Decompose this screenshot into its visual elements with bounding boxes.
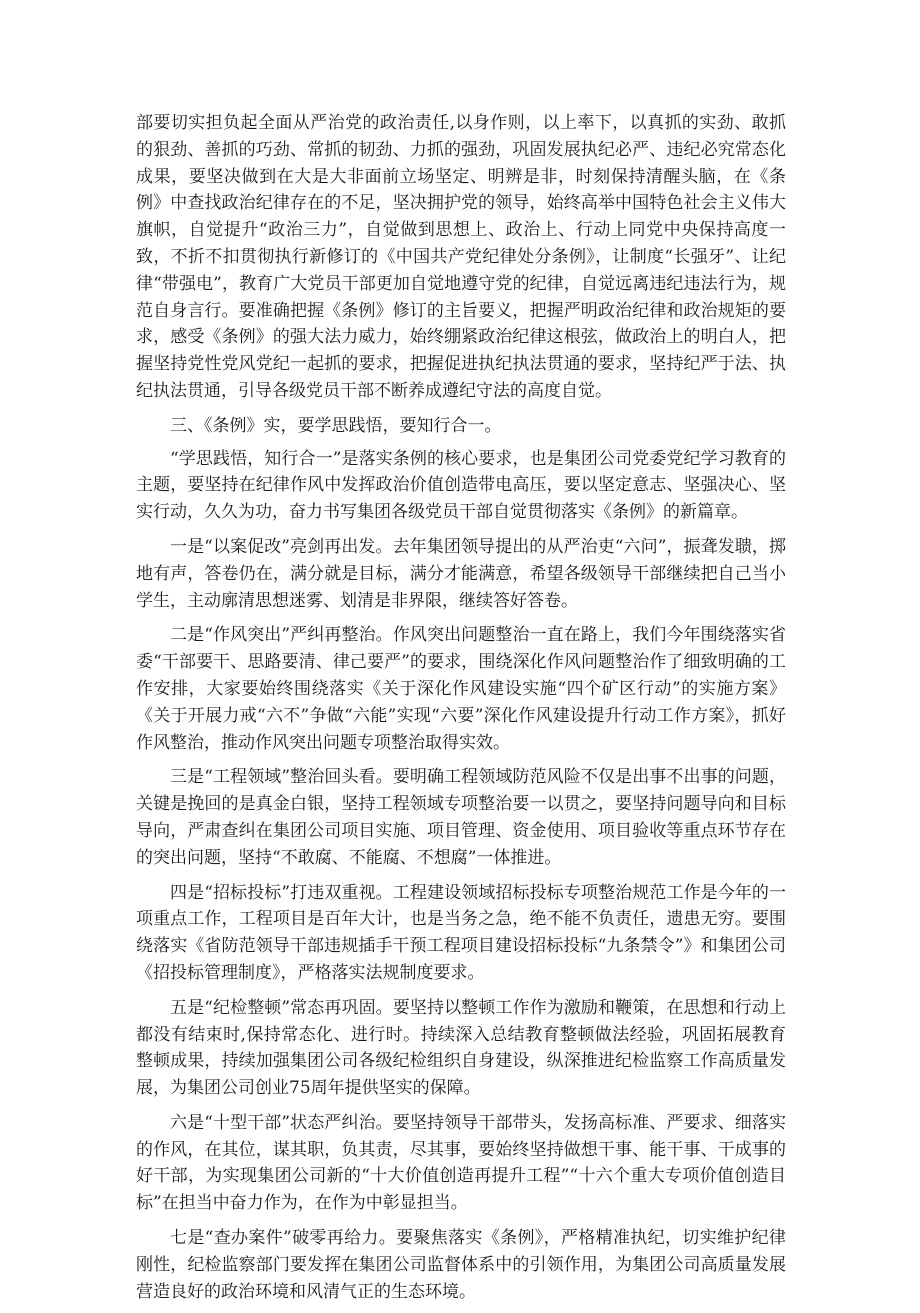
paragraph-item-5: 五是“纪检整顿”常态再巩固。要坚持以整顿工作作为激励和鞭策，在思想和行动上都没有结束时,保持常态化、进行时。持续深入总结教育整顿做法经验，巩固拓展教育整顿成果，持续加强集团公司各级纪检组织自身建设，纵深推进纪检监察工作高质量发展，为集团公司创业75周年提供坚实的保障。 — [136, 997, 786, 1099]
document-body — [136, 110, 786, 1313]
paragraph-intro: 部要切实担负起全面从严治党的政治责任,以身作则，以上率下，以真抓的实劲、敢抓的狠劲、善抓的巧劲、常抓的韧劲、力抓的强劲，巩固发展执纪必严、违纪必究常态化成果，要坚决做到在大是大非面前立场坚定、明辨是非，时刻保持清醒头脑，在《条例》中查找政治纪律存在的不足，坚决拥护党的领导，始终高举中国特色社会主义伟大旗帜，自觉提升“政治三力”，自觉做到思想上、政治上、行动上同党中央保持高度一致，不折不扣贯彻执行新修订的《中国共产党纪律处分条例》，让制度“长强牙”、让纪律“带强电”，教育广大党员干部更加自觉地遵守党的纪律，自觉远离违纪违法行为，规范自身言行。要准确把握《条例》修订的主旨要义，把握严明政治纪律和政治规矩的要求，感受《条例》的强大法力威力，始终绷紧政治纪律这根弦，做政治上的明白人，把握坚持党性党风党纪一起抓的要求，把握促进执纪执法贯通的要求，坚持纪严于法、执纪执法贯通，引导各级党员干部不断养成遵纪守法的高度自觉。 — [136, 113, 786, 401]
paragraph-item-3: 三是“工程领域”整治回头看。要明确工程领域防范风险不仅是出事不出事的问题，关键是挽回的是真金白银，坚持工程领域专项整治要一以贯之，要坚持问题导向和目标导向，严肃查纠在集团公司项目实施、项目管理、资金使用、项目验收等重点环节存在的突出问题，坚持“不敢腐、不能腐、不想腐”一体推进。 — [136, 767, 786, 868]
paragraph-item-6: 六是“十型干部”状态严纠治。要坚持领导干部带头，发扬高标准、严要求、细落实的作风，在其位，谋其职，负其责，尽其事，要始终坚持做想干事、能干事、干成事的好干部，为实现集团公司新的“十大价值创造再提升工程”“十六个重大专项价值创造目标”在担当中奋力作为，在作为中彰显担当。 — [136, 1112, 786, 1214]
paragraph-item-2: 二是“作风突出”严纠再整治。作风突出问题整治一直在路上，我们今年围绕落实省委“干部要干、思路要清、律己要严”的要求，围绕深化作风问题整治作了细致明确的工作安排，大家要始终围绕落实《关于深化作风建设实施“四个矿区行动”的实施方案》《关于开展力戒“六不”争做“六能”实现“六要”深化作风建设提升行动工作方案》，抓好作风整治，推动作风突出问题专项整治取得实效。 — [136, 625, 786, 753]
paragraph-item-7: 七是“查办案件”破零再给力。要聚焦落实《条例》，严格精准执纪，切实维护纪律刚性，纪检监察部门要发挥在集团公司监督体系中的引领作用，为集团公司高质量发展营造良好的政治环境和风清气正的生态环境。 — [136, 1228, 786, 1302]
paragraph-item-1: 一是“以案促改”亮剑再出发。去年集团领导提出的从严治吏“六问”，振聋发聩，掷地有声，答卷仍在，满分就是目标，满分才能满意，希望各级领导干部继续把自己当小学生，主动廓清思想迷雾、划清是非界限，继续答好答卷。 — [136, 536, 786, 611]
paragraph-item-4: 四是“招标投标”打违双重视。工程建设领域招标投标专项整治规范工作是今年的一项重点工作，工程项目是百年大计，也是当务之急，绝不能不负责任，遗患无穷。要围绕落实《省防范领导干部违规插手干预工程项目建设招标投标“九条禁令”》和集团公司《招投标管理制度》，严格落实法规制度要求。 — [136, 882, 786, 983]
section-heading-3: 三、《条例》实，要学思践悟，要知行合一。 — [170, 415, 502, 436]
paragraph-section-3-summary: “学思践悟，知行合一”是落实条例的核心要求，也是集团公司党委党纪学习教育的主题，要坚持在纪律作风中发挥政治价值创造带电高压，要以坚定意志、坚强决心、坚实行动，久久为功，奋力书写集团各级党员干部自觉贯彻落实《条例》的新篇章。 — [136, 448, 786, 523]
